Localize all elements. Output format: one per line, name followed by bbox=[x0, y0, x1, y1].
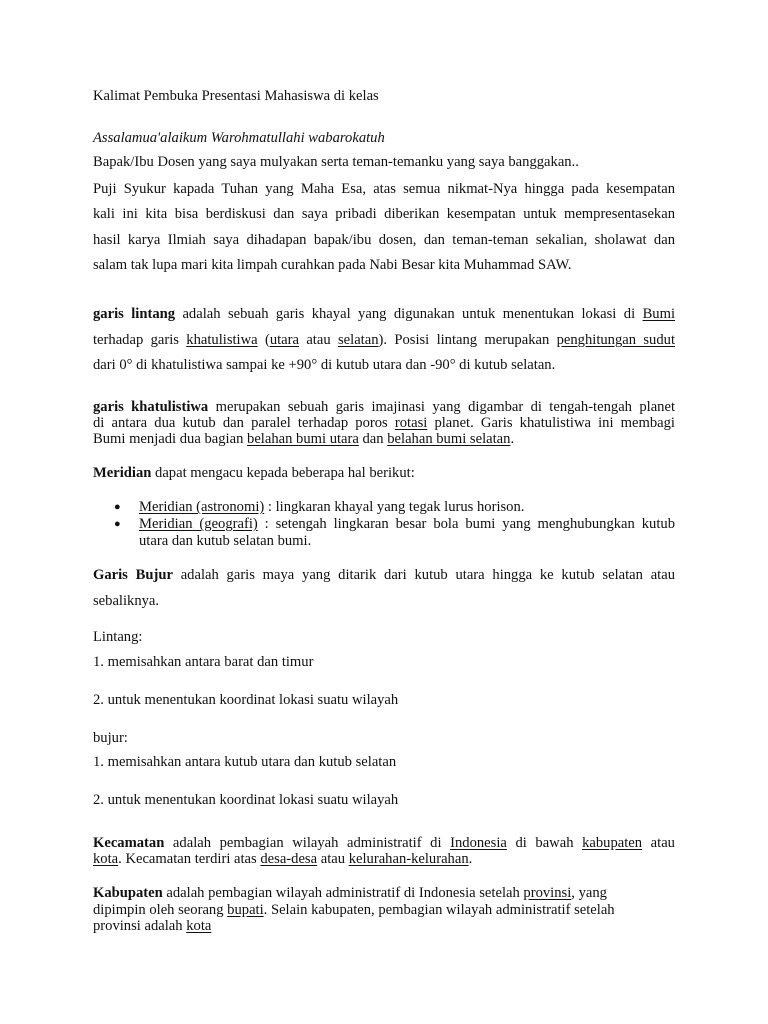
text: . Selain kabupaten, pembagian wilayah administratif setelah bbox=[263, 902, 615, 918]
link-bupati[interactable]: bupati bbox=[227, 902, 264, 918]
text: atau bbox=[642, 835, 675, 851]
text: ( bbox=[257, 332, 270, 348]
link-kota[interactable]: kota bbox=[93, 851, 119, 867]
link-kabupaten[interactable]: kabupaten bbox=[582, 835, 643, 851]
text: . Kecamatan terdiri atas bbox=[118, 851, 261, 867]
text: adalah pembagian wilayah administratif di bbox=[164, 835, 451, 851]
intro-line-2: Puji Syukur kapada Tuhan yang Maha Esa, atas semua nikmat-Nya hingga pada kesempatan bbox=[93, 181, 675, 197]
link-rotasi[interactable]: rotasi bbox=[394, 415, 428, 431]
text: dapat mengacu kepada beberapa hal berikut: bbox=[151, 465, 415, 481]
greeting-text: Assalamua'alaikum Warohmatullahi wabarokatuh bbox=[93, 130, 385, 146]
bullet-icon: ● bbox=[114, 501, 121, 513]
text: atau bbox=[317, 851, 349, 867]
link-penghitungan-sudut[interactable]: penghitungan sudut bbox=[556, 332, 676, 348]
text: merupakan sebuah garis imajinasi yang digambar di tengah-tengah planet bbox=[208, 399, 675, 415]
text: adalah sebuah garis khayal yang digunakan untuk menentukan lokasi di bbox=[175, 306, 643, 322]
term-garis-khatulistiwa: garis khatulistiwa bbox=[93, 399, 209, 415]
text: Bumi menjadi dua bagian bbox=[93, 431, 248, 447]
page-title: Kalimat Pembuka Presentasi Mahasiswa di kelas bbox=[93, 88, 379, 104]
bujur-line-2: sebaliknya. bbox=[93, 593, 160, 609]
bullet-icon: ● bbox=[114, 518, 121, 530]
list-item bbox=[139, 517, 675, 532]
bujur-line-1 bbox=[93, 568, 675, 583]
list-item bbox=[139, 500, 524, 515]
text: di antara dua kutub dan paralel terhadap poros bbox=[93, 415, 395, 431]
text: . bbox=[468, 851, 473, 867]
text: : lingkaran khayal yang tegak lurus horison. bbox=[264, 499, 525, 515]
khatulistiwa-line-1 bbox=[93, 400, 675, 415]
kabupaten-line-3 bbox=[93, 919, 211, 934]
intro-line-5: salam tak lupa mari kita limpah curahkan pada Nabi Besar kita Muhammad SAW. bbox=[93, 257, 572, 273]
text: : setengah lingkaran besar bola bumi yang menghubungkan kutub bbox=[257, 516, 675, 532]
kabupaten-line-2 bbox=[93, 903, 615, 918]
kecamatan-line-2 bbox=[93, 852, 472, 867]
term-kecamatan: Kecamatan bbox=[93, 835, 165, 851]
khatulistiwa-line-2 bbox=[93, 416, 675, 431]
link-provinsi[interactable]: provinsi bbox=[523, 885, 572, 901]
term-meridian: Meridian bbox=[93, 465, 152, 481]
lintang-label: Lintang: bbox=[93, 629, 143, 645]
lintang-line-2 bbox=[93, 333, 675, 348]
text: planet. Garis khatulistiwa ini membagi bbox=[427, 415, 675, 431]
greeting bbox=[93, 131, 385, 146]
link-meridian-astronomi[interactable]: Meridian (astronomi) bbox=[139, 499, 265, 515]
list-item-continuation: utara dan kutub selatan bumi. bbox=[139, 533, 312, 549]
intro-line-4: hasil karya Ilmiah saya dihadapan bapak/ibu dosen, dan teman-teman sekalian, sholawat dan bbox=[93, 232, 675, 248]
bujur-label: bujur: bbox=[93, 730, 128, 746]
intro-line-1: Bapak/Ibu Dosen yang saya mulyakan serta teman-temanku yang saya banggakan.. bbox=[93, 154, 579, 170]
kabupaten-line-1 bbox=[93, 886, 607, 901]
text: dan bbox=[358, 431, 388, 447]
kecamatan-line-1 bbox=[93, 836, 675, 851]
text: . bbox=[510, 431, 515, 447]
link-belahan-bumi-utara[interactable]: belahan bumi utara bbox=[247, 431, 359, 447]
link-bumi[interactable]: Bumi bbox=[642, 306, 675, 322]
link-desa-desa[interactable]: desa-desa bbox=[260, 851, 318, 867]
link-utara[interactable]: utara bbox=[269, 332, 299, 348]
meridian-intro bbox=[93, 466, 415, 481]
link-kelurahan-kelurahan[interactable]: kelurahan-kelurahan bbox=[348, 851, 469, 867]
term-garis-lintang: garis lintang bbox=[93, 306, 176, 322]
intro-line-3: kali ini kita bisa berdiskusi dan saya pribadi diberikan kesempatan untuk mempresentasekan bbox=[93, 206, 675, 222]
text: atau bbox=[299, 332, 338, 348]
lintang-line-1 bbox=[93, 307, 675, 322]
link-selatan[interactable]: selatan bbox=[337, 332, 379, 348]
lintang-line-3: dari 0° di khatulistiwa sampai ke +90° di kutub utara dan -90° di kutub selatan. bbox=[93, 357, 556, 373]
khatulistiwa-line-3 bbox=[93, 432, 514, 447]
bujur-item-1: 1. memisahkan antara kutub utara dan kutub selatan bbox=[93, 754, 397, 770]
link-belahan-bumi-selatan[interactable]: belahan bumi selatan bbox=[387, 431, 511, 447]
link-kota-2[interactable]: kota bbox=[186, 918, 212, 934]
bujur-item-2: 2. untuk menentukan koordinat lokasi suatu wilayah bbox=[93, 792, 399, 808]
link-indonesia[interactable]: Indonesia bbox=[450, 835, 507, 851]
term-kabupaten: Kabupaten bbox=[93, 885, 163, 901]
text: provinsi adalah bbox=[93, 918, 187, 934]
lintang-item-1: 1. memisahkan antara barat dan timur bbox=[93, 654, 314, 670]
text: , yang bbox=[571, 885, 607, 901]
text: dipimpin oleh seorang bbox=[93, 902, 228, 918]
link-khatulistiwa[interactable]: khatulistiwa bbox=[186, 332, 258, 348]
text: di bawah bbox=[506, 835, 583, 851]
term-garis-bujur: Garis Bujur bbox=[93, 567, 173, 583]
text: terhadap garis bbox=[93, 332, 187, 348]
link-meridian-geografi[interactable]: Meridian (geografi) bbox=[139, 516, 258, 532]
lintang-item-2: 2. untuk menentukan koordinat lokasi suatu wilayah bbox=[93, 692, 399, 708]
text: adalah pembagian wilayah administratif di Indonesia setelah bbox=[162, 885, 524, 901]
text: ). Posisi lintang merupakan bbox=[378, 332, 557, 348]
text: adalah garis maya yang ditarik dari kutub utara hingga ke kutub selatan atau bbox=[172, 567, 676, 583]
